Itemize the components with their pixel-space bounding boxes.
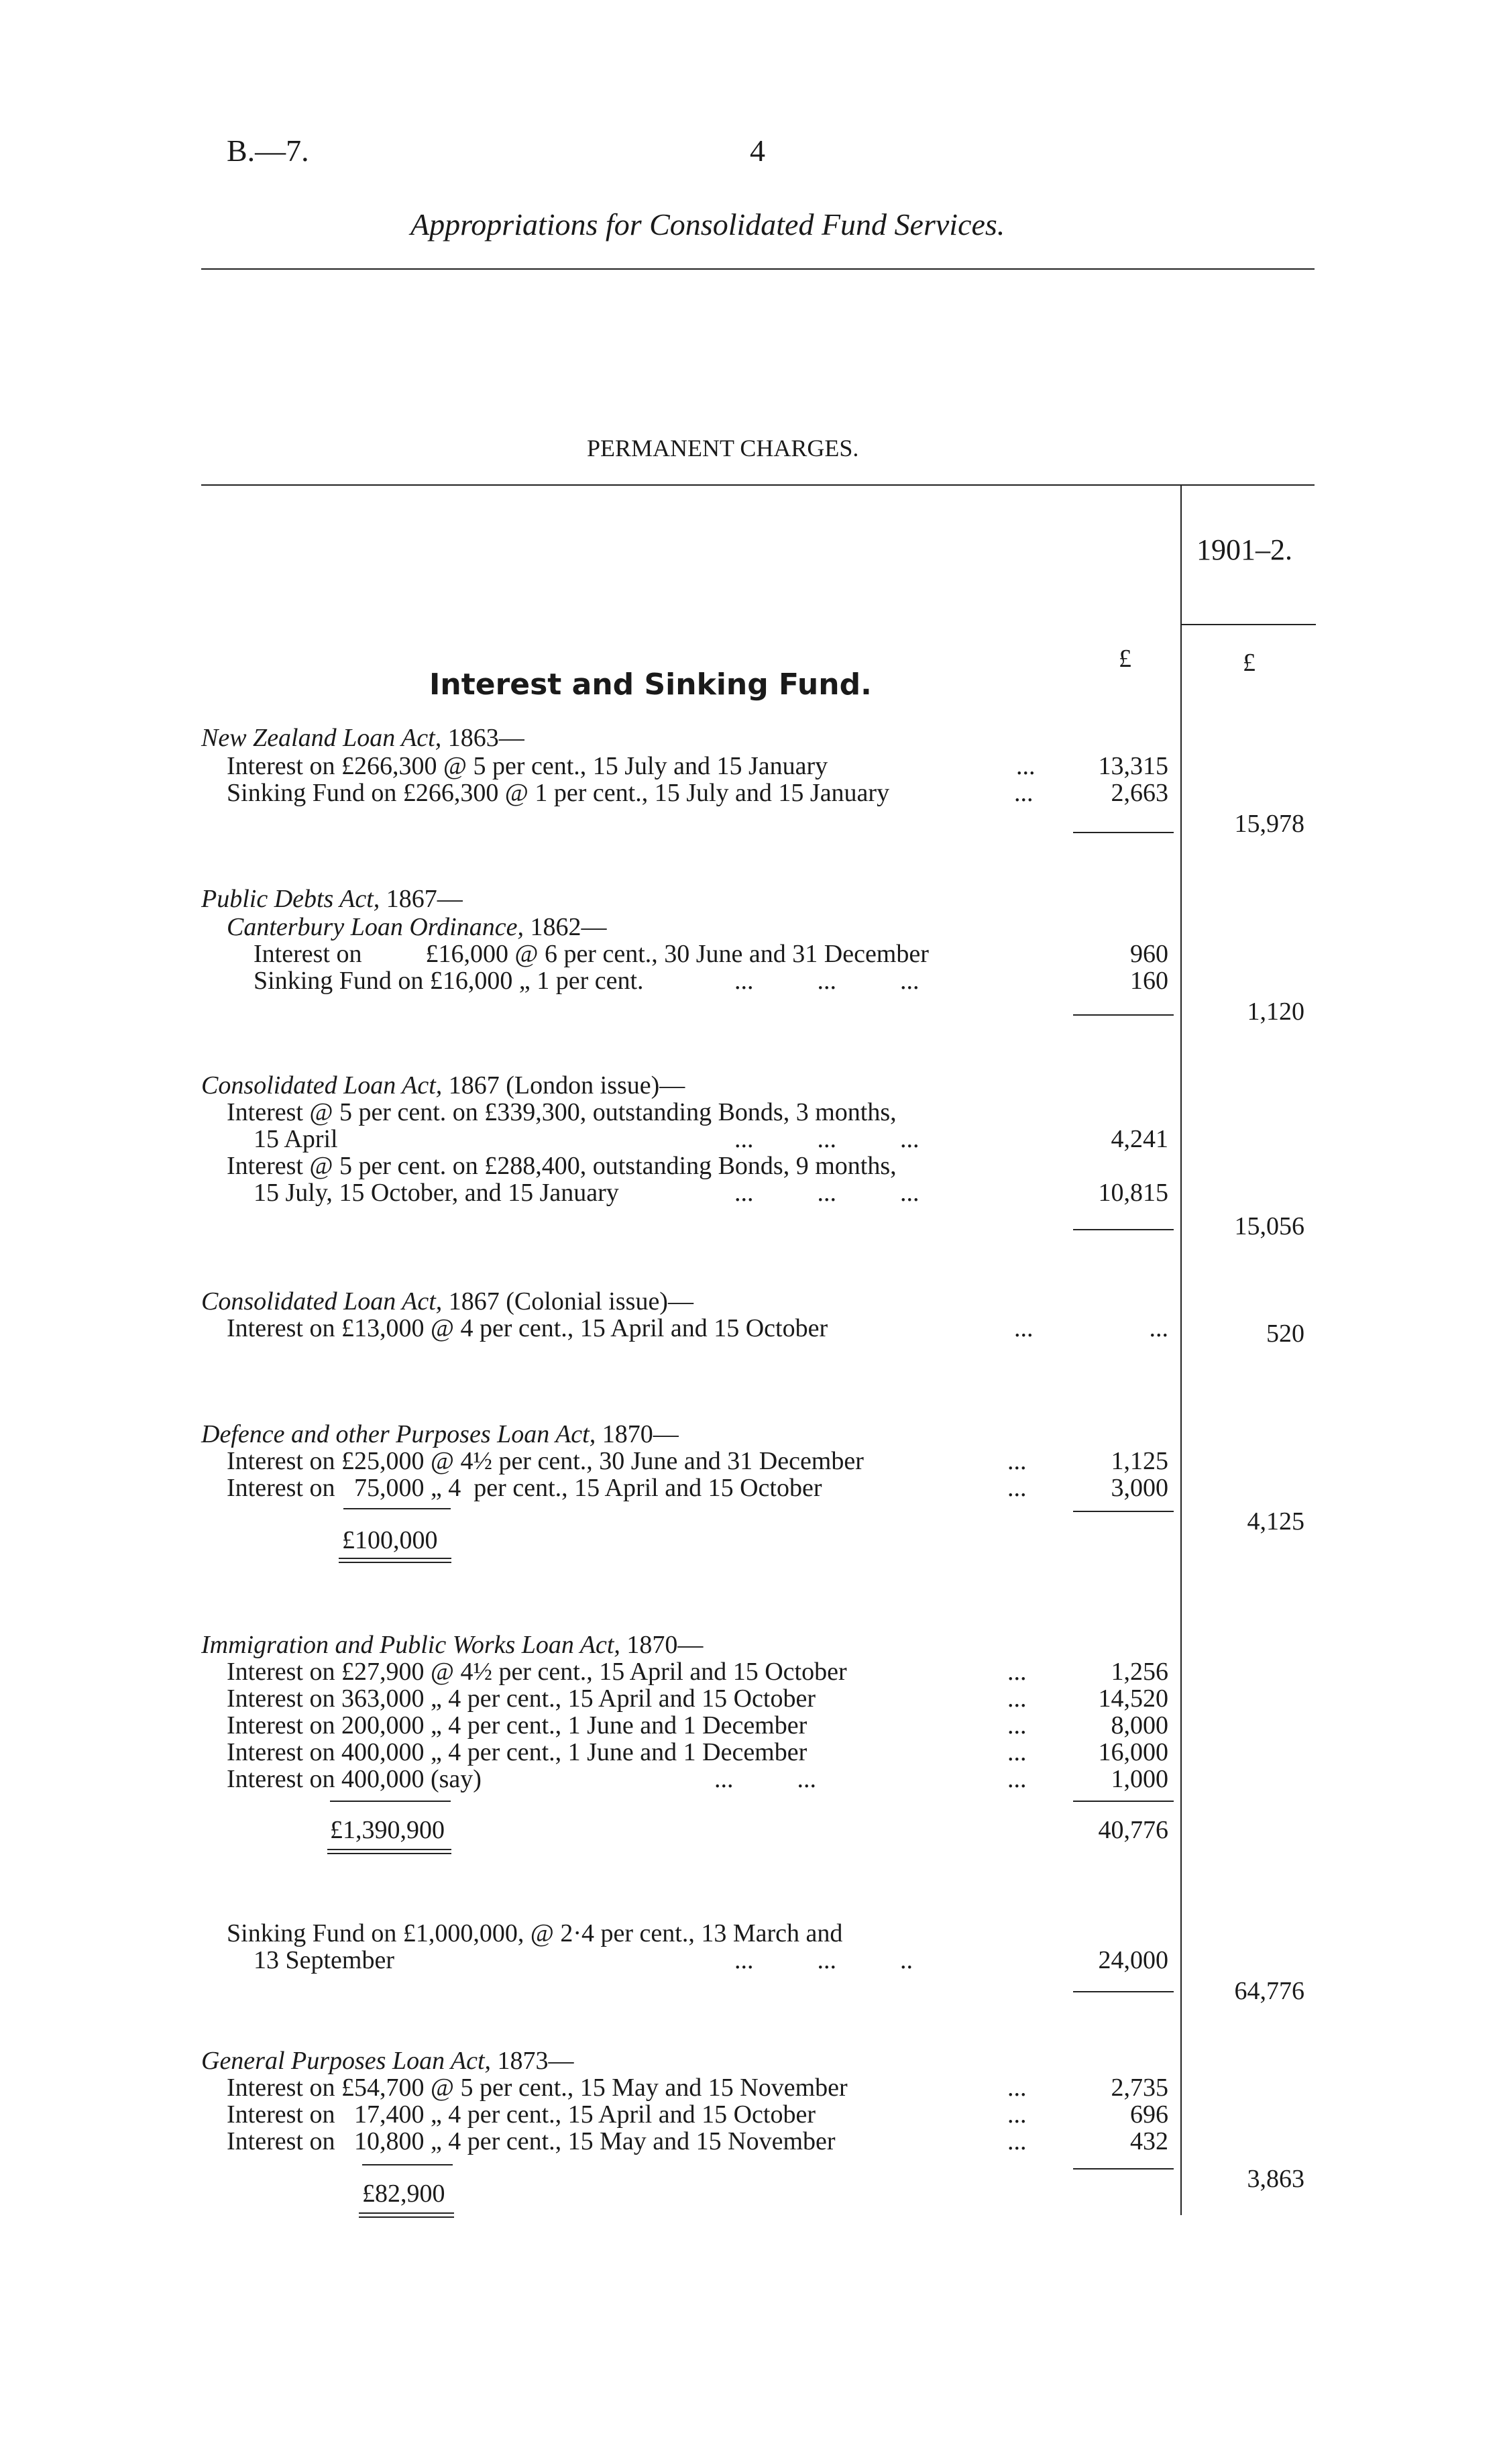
entry-value: 13,315 xyxy=(1098,752,1168,780)
leader-dots: ... ... .. xyxy=(734,1946,913,1974)
sum-rule xyxy=(330,1801,451,1802)
entry-label: Interest on 17,400 „ 4 per cent., 15 April and 15 October xyxy=(227,2100,816,2129)
entry-value: 960 xyxy=(1130,940,1168,968)
section-title: PERMANENT CHARGES. xyxy=(587,435,859,462)
sum-rule xyxy=(343,1508,451,1509)
entry-label: Interest on 363,000 „ 4 per cent., 15 April and 15 October xyxy=(227,1684,816,1713)
entry-value: 696 xyxy=(1130,2100,1168,2129)
entry-value: 4,241 xyxy=(1111,1125,1168,1153)
principal-total: £1,390,900 xyxy=(330,1816,445,1844)
entry-value: 16,000 xyxy=(1098,1738,1168,1766)
leader-dots: ... xyxy=(1014,779,1034,807)
leader-dots: ... xyxy=(1007,2074,1027,2102)
entry-value: 160 xyxy=(1130,967,1168,995)
entry-label: Interest on £266,300 @ 5 per cent., 15 July and 15 January xyxy=(227,752,828,780)
double-rule xyxy=(359,2212,454,2218)
entry-value: 14,520 xyxy=(1098,1684,1168,1713)
entry-label: Interest @ 5 per cent. on £288,400, outstanding Bonds, 9 months, xyxy=(227,1152,897,1180)
group-total: 3,863 xyxy=(1247,2165,1304,2193)
sum-rule xyxy=(1073,1229,1174,1230)
sum-rule xyxy=(1073,1511,1174,1512)
entry-value: 3,000 xyxy=(1111,1474,1168,1502)
sum-rule xyxy=(362,2164,453,2165)
entry-value: 2,735 xyxy=(1111,2074,1168,2102)
act-heading: Defence and other Purposes Loan Act, 1870— xyxy=(201,1420,679,1448)
entry-label: Interest on £13,000 @ 4 per cent., 15 April and 15 October xyxy=(227,1314,828,1342)
column-divider xyxy=(1180,484,1182,2215)
entry-label: Interest on £16,000 @ 6 per cent., 30 June and 31 December xyxy=(254,940,929,968)
section-rule xyxy=(201,484,1315,486)
leader-dots: ... ... xyxy=(714,1765,816,1793)
entry-value: ... xyxy=(1149,1314,1168,1342)
leader-dots: ... xyxy=(1014,1314,1034,1342)
entry-label: Sinking Fund on £16,000 „ 1 per cent. xyxy=(254,967,644,995)
group-total: 64,776 xyxy=(1234,1977,1304,2005)
group-total: 520 xyxy=(1266,1320,1304,1348)
entry-value: 8,000 xyxy=(1111,1711,1168,1739)
leader-dots: ... xyxy=(1007,2100,1027,2129)
act-heading: New Zealand Loan Act, 1863— xyxy=(201,724,524,752)
entry-label: Interest on 75,000 „ 4 per cent., 15 April and 15 October xyxy=(227,1474,822,1502)
group-total: 15,978 xyxy=(1234,810,1304,838)
entry-label: Interest on £25,000 @ 4½ per cent., 30 June and 31 December xyxy=(227,1447,864,1475)
entry-label: Interest @ 5 per cent. on £339,300, outstanding Bonds, 3 months, xyxy=(227,1098,897,1126)
leader-dots: ... ... ... xyxy=(734,1125,919,1153)
leader-dots: ... xyxy=(1007,1738,1027,1766)
sum-rule xyxy=(1073,1014,1174,1016)
page-reference: B.—7. xyxy=(227,133,309,168)
leader-dots: ... xyxy=(1016,752,1036,780)
entry-value: 2,663 xyxy=(1111,779,1168,807)
pound-symbol-2: £ xyxy=(1243,649,1256,677)
leader-dots: ... xyxy=(1007,1765,1027,1793)
leader-dots: ... ... ... xyxy=(734,967,919,995)
entry-label: Interest on 400,000 (say) xyxy=(227,1765,482,1793)
entry-value: 1,000 xyxy=(1111,1765,1168,1793)
entry-label-cont: 15 July, 15 October, and 15 January xyxy=(254,1179,619,1207)
sum-rule xyxy=(1073,1991,1174,1992)
leader-dots: ... xyxy=(1007,1447,1027,1475)
table-heading: Interest and Sinking Fund. xyxy=(429,667,872,702)
entry-value: 1,125 xyxy=(1111,1447,1168,1475)
entry-label: Interest on 400,000 „ 4 per cent., 1 June and 1 December xyxy=(227,1738,807,1766)
header-rule xyxy=(201,268,1315,270)
group-total: 15,056 xyxy=(1234,1212,1304,1240)
entry-value: 1,256 xyxy=(1111,1658,1168,1686)
pound-symbol-1: £ xyxy=(1119,645,1131,673)
page-number: 4 xyxy=(750,133,765,168)
subtotal-value: 40,776 xyxy=(1098,1816,1168,1844)
sinking-fund-label: Sinking Fund on £1,000,000, @ 2·4 per cent., 13 March and xyxy=(227,1919,843,1947)
sum-rule xyxy=(1073,2168,1174,2170)
double-rule xyxy=(339,1558,451,1563)
entry-label: Interest on £54,700 @ 5 per cent., 15 May and 15 November xyxy=(227,2074,848,2102)
principal-total: £100,000 xyxy=(342,1526,438,1554)
year-rule xyxy=(1182,624,1316,625)
entry-label: Sinking Fund on £266,300 @ 1 per cent., 15 July and 15 January xyxy=(227,779,890,807)
act-heading: Consolidated Loan Act, 1867 (Colonial issue)— xyxy=(201,1287,693,1316)
act-heading: Consolidated Loan Act, 1867 (London issue)— xyxy=(201,1071,685,1100)
act-heading: Public Debts Act, 1867— xyxy=(201,885,463,913)
leader-dots: ... xyxy=(1007,1711,1027,1739)
group-total: 4,125 xyxy=(1247,1507,1304,1536)
page-title: Appropriations for Consolidated Fund Services. xyxy=(410,207,1005,242)
entry-value: 10,815 xyxy=(1098,1179,1168,1207)
leader-dots: ... xyxy=(1007,2127,1027,2155)
entry-label: Interest on 10,800 „ 4 per cent., 15 May and 15 November xyxy=(227,2127,836,2155)
sum-rule xyxy=(1073,832,1174,833)
ordinance-heading: Canterbury Loan Ordinance, 1862— xyxy=(227,913,607,941)
entry-label: Interest on £27,900 @ 4½ per cent., 15 April and 15 October xyxy=(227,1658,847,1686)
sum-rule xyxy=(1073,1801,1174,1802)
leader-dots: ... xyxy=(1007,1684,1027,1713)
entry-value: 24,000 xyxy=(1098,1946,1168,1974)
act-heading: Immigration and Public Works Loan Act, 1870— xyxy=(201,1631,704,1659)
act-heading: General Purposes Loan Act, 1873— xyxy=(201,2047,574,2075)
principal-total: £82,900 xyxy=(362,2180,445,2208)
year-heading: 1901–2. xyxy=(1196,533,1292,566)
entry-value: 432 xyxy=(1130,2127,1168,2155)
group-total: 1,120 xyxy=(1247,998,1304,1026)
leader-dots: ... ... ... xyxy=(734,1179,919,1207)
double-rule xyxy=(327,1849,451,1854)
leader-dots: ... xyxy=(1007,1658,1027,1686)
leader-dots: ... xyxy=(1007,1474,1027,1502)
sinking-fund-label-cont: 13 September xyxy=(254,1946,395,1974)
entry-label: Interest on 200,000 „ 4 per cent., 1 June and 1 December xyxy=(227,1711,807,1739)
entry-label-cont: 15 April xyxy=(254,1125,338,1153)
